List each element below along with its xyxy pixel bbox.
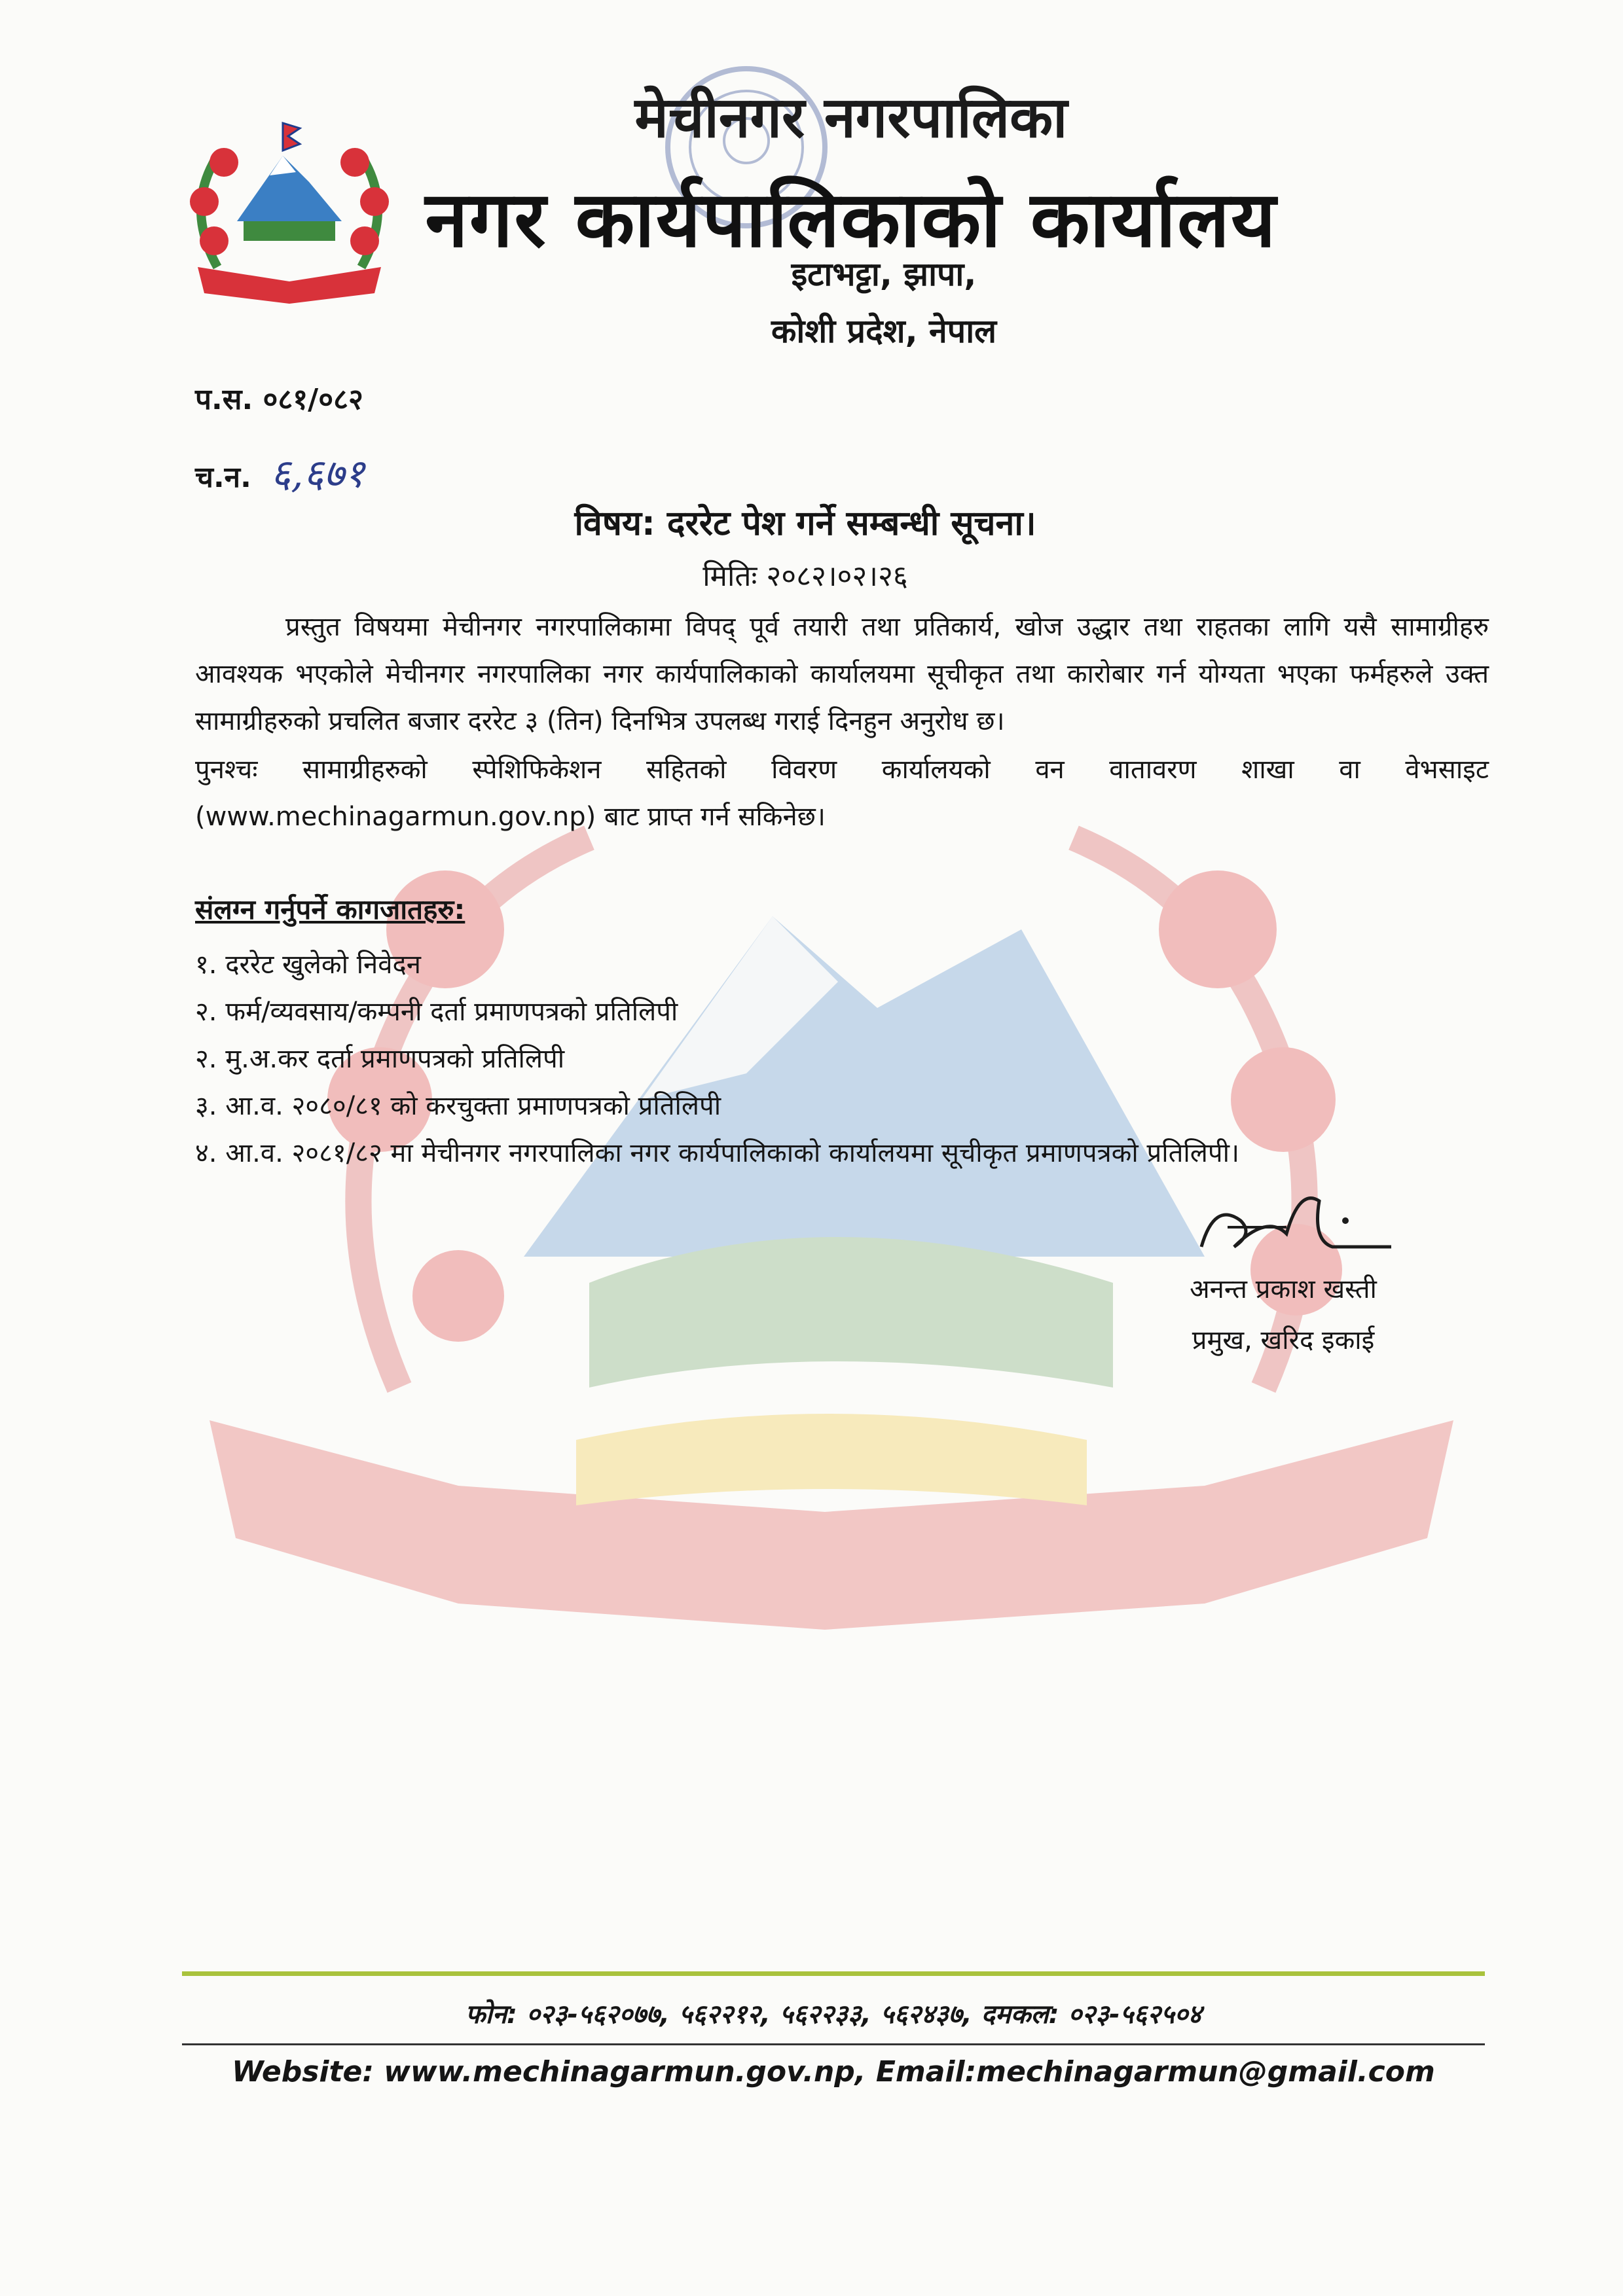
body-paragraph-1: प्रस्तुत विषयमा मेचीनगर नगरपालिकामा विपद् पूर्व तयारी तथा प्रतिकार्य, खोज उद्धार तथा राहतका लागि यसै सामाग्रीहरु आवश्यक भएकोले मेचीनगर नगरपालिका नगर कार्यपालिकाको कार्यालयमा सूचीकृत तथा कारोबार गर्न योग्यता भएका फर्महरुले उक्त सामाग्रीहरुको प्रचलित बजार दररेट ३ (तिन) दिनभित्र उपलब्ध गराई दिनहुन अनुरोध छ। xyxy=(195,612,1489,736)
dispatch-number xyxy=(195,445,365,499)
attachment-item: ४. आ.व. २०८१/८२ मा मेचीनगर नगरपालिका नगर कार्यपालिकाको कार्यालयमा सूचीकृत प्रमाणपत्रको प्रतिलिपी। xyxy=(195,1138,1240,1168)
handwritten-signature xyxy=(1188,1175,1398,1273)
office-name: नगर कार्यपालिकाको कार्यालय xyxy=(425,174,1277,264)
attachments-heading: संलग्न गर्नुपर्ने कागजातहरु: xyxy=(195,893,465,925)
attachment-item: २. मु.अ.कर दर्ता प्रमाणपत्रको प्रतिलिपी xyxy=(195,1044,565,1074)
footer-divider xyxy=(182,1971,1485,1976)
attachment-item: १. दररेट खुलेको निवेदन xyxy=(195,950,421,980)
signer-name: अनन्त प्रकाश खस्ती xyxy=(1190,1274,1377,1304)
office-province: कोशी प्रदेश, नेपाल xyxy=(771,312,997,350)
office-address: इटाभट्टा, झापा, xyxy=(791,255,977,293)
signer-title: प्रमुख, खरिद इकाई xyxy=(1192,1325,1375,1355)
footer-website-email: Website: www.mechinagarmun.gov.np, Email:mechinagarmun@gmail.com xyxy=(232,2055,1435,2089)
dispatch-handwritten-value: ६,६७१ xyxy=(270,451,365,497)
attachment-item: २. फर्म/व्यवसाय/कम्पनी दर्ता प्रमाणपत्रको प्रतिलिपी xyxy=(195,997,678,1027)
attachment-item: ३. आ.व. २०८०/८१ को करचुक्ता प्रमाणपत्रको प्रतिलिपी xyxy=(195,1091,721,1121)
municipality-name: मेचीनगर नगरपालिका xyxy=(634,85,1068,151)
footer-phone-numbers: फोन: ०२३-५६२०७७, ५६२२१२, ५६२२३३, ५६२४३७, दमकल: ०२३-५६२५०४ xyxy=(465,2000,1202,2030)
notice-date: मितिः २०८२।०२।२६ xyxy=(702,560,908,593)
dispatch-label: च.न. xyxy=(195,461,251,494)
notice-subject: विषय: दररेट पेश गर्ने सम्बन्धी सूचना। xyxy=(574,504,1036,543)
body-paragraph-2: पुनश्चः सामाग्रीहरुको स्पेशिफिकेशन सहितको विवरण कार्यालयको वन वातावरण शाखा वा वेभसाइट (www.mechinagarmun.gov.np) बाट प्राप्त गर्न सकिनेछ। xyxy=(195,755,1489,832)
footer-divider-secondary xyxy=(182,2043,1485,2045)
attachments-list xyxy=(195,941,1489,1177)
reference-number: प.स. ०८१/०८२ xyxy=(195,383,363,416)
